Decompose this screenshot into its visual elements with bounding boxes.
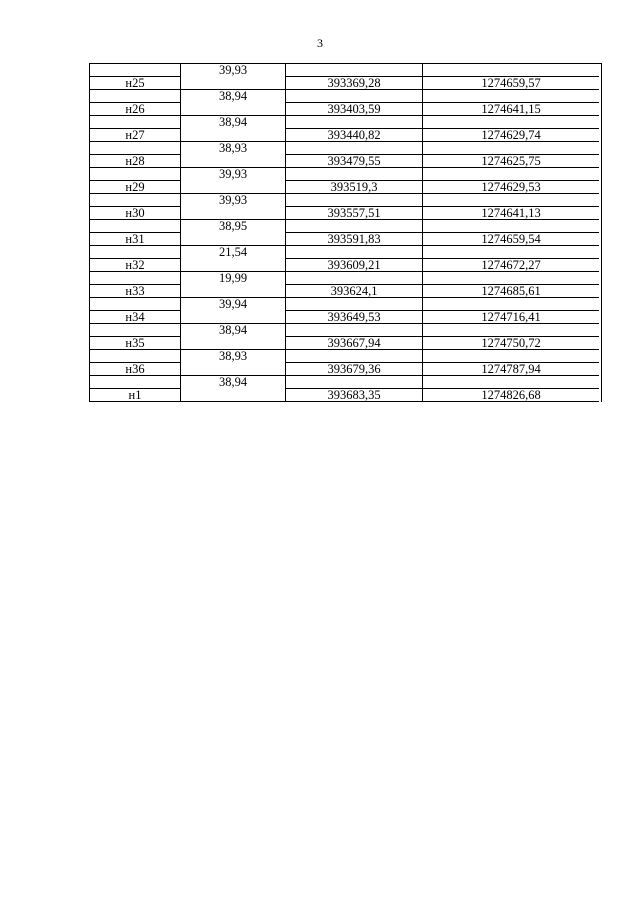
y-cell-empty — [423, 64, 599, 77]
y-cell-empty — [423, 116, 599, 129]
y-cell-empty — [423, 90, 599, 103]
x-coordinate: 393557,51 — [286, 207, 423, 220]
segment-length-cell — [181, 246, 286, 259]
length-cell-empty — [181, 337, 286, 350]
table-row-segment — [90, 194, 601, 207]
y-coordinate: 1274787,94 — [423, 363, 599, 376]
segment-length: 38,94 — [181, 116, 285, 129]
point-name: н33 — [90, 285, 181, 298]
y-coordinate: 1274685,61 — [423, 285, 599, 298]
length-cell-empty — [181, 233, 286, 246]
length-cell-empty — [181, 389, 286, 402]
segment-length-cell — [181, 272, 286, 285]
page-number: 3 — [317, 36, 323, 50]
table-row-segment — [90, 168, 601, 181]
x-cell-empty — [286, 246, 423, 259]
point-cell-empty — [90, 272, 181, 285]
table-row-segment — [90, 116, 601, 129]
segment-length-cell — [181, 298, 286, 311]
table-row-point — [90, 129, 601, 142]
length-cell-empty — [181, 259, 286, 272]
segment-length-cell — [181, 220, 286, 233]
y-cell-empty — [423, 220, 599, 233]
segment-length: 38,94 — [181, 376, 285, 389]
segment-length: 39,94 — [181, 298, 285, 311]
point-name: н35 — [90, 337, 181, 350]
table-row-point — [90, 233, 601, 246]
x-coordinate: 393403,59 — [286, 103, 423, 116]
table-row-point — [90, 77, 601, 90]
table-row-segment — [90, 376, 601, 389]
table-row-point — [90, 285, 601, 298]
table-row-point — [90, 259, 601, 272]
point-name: н32 — [90, 259, 181, 272]
y-cell-empty — [423, 168, 599, 181]
point-cell-empty — [90, 142, 181, 155]
point-cell-empty — [90, 350, 181, 363]
length-cell-empty — [181, 103, 286, 116]
x-cell-empty — [286, 168, 423, 181]
table-row-point — [90, 181, 601, 194]
x-cell-empty — [286, 376, 423, 389]
y-cell-empty — [423, 194, 599, 207]
y-coordinate: 1274750,72 — [423, 337, 599, 350]
length-cell-empty — [181, 181, 286, 194]
x-coordinate: 393624,1 — [286, 285, 423, 298]
x-coordinate: 393591,83 — [286, 233, 423, 246]
segment-length: 21,54 — [181, 246, 285, 259]
table-row-point — [90, 363, 601, 376]
table-row-segment — [90, 142, 601, 155]
y-cell-empty — [423, 272, 599, 285]
table-row-segment — [90, 90, 601, 103]
x-cell-empty — [286, 64, 423, 77]
point-name: н25 — [90, 77, 181, 90]
x-cell-empty — [286, 324, 423, 337]
table-row-point — [90, 103, 601, 116]
x-coordinate: 393609,21 — [286, 259, 423, 272]
segment-length-cell — [181, 142, 286, 155]
point-cell-empty — [90, 116, 181, 129]
x-coordinate: 393519,3 — [286, 181, 423, 194]
y-coordinate: 1274826,68 — [423, 389, 599, 402]
segment-length-cell — [181, 194, 286, 207]
segment-length: 39,93 — [181, 168, 285, 181]
segment-length: 38,93 — [181, 142, 285, 155]
x-coordinate: 393683,35 — [286, 389, 423, 402]
y-coordinate: 1274659,57 — [423, 77, 599, 90]
segment-length: 38,94 — [181, 90, 285, 103]
y-coordinate: 1274629,53 — [423, 181, 599, 194]
y-coordinate: 1274629,74 — [423, 129, 599, 142]
table-row-point — [90, 337, 601, 350]
segment-length-cell — [181, 90, 286, 103]
table-row-segment — [90, 246, 601, 259]
point-name: н31 — [90, 233, 181, 246]
y-cell-empty — [423, 142, 599, 155]
segment-length: 38,95 — [181, 220, 285, 233]
x-cell-empty — [286, 142, 423, 155]
table-row-segment — [90, 324, 601, 337]
segment-length: 19,99 — [181, 272, 285, 285]
segment-length: 38,94 — [181, 324, 285, 337]
x-cell-empty — [286, 272, 423, 285]
x-coordinate: 393667,94 — [286, 337, 423, 350]
length-cell-empty — [181, 285, 286, 298]
point-cell-empty — [90, 194, 181, 207]
segment-length: 39,93 — [181, 194, 285, 207]
x-cell-empty — [286, 350, 423, 363]
point-cell-empty — [90, 90, 181, 103]
point-cell-empty — [90, 376, 181, 389]
x-cell-empty — [286, 194, 423, 207]
x-cell-empty — [286, 90, 423, 103]
point-name: н1 — [90, 389, 181, 402]
length-cell-empty — [181, 311, 286, 324]
point-name: н29 — [90, 181, 181, 194]
segment-length: 38,93 — [181, 350, 285, 363]
segment-length: 39,93 — [181, 64, 285, 77]
y-coordinate: 1274641,15 — [423, 103, 599, 116]
segment-length-cell — [181, 350, 286, 363]
point-name: н28 — [90, 155, 181, 168]
y-coordinate: 1274672,27 — [423, 259, 599, 272]
point-cell-empty — [90, 220, 181, 233]
x-coordinate: 393679,36 — [286, 363, 423, 376]
point-cell-empty — [90, 324, 181, 337]
y-coordinate: 1274716,41 — [423, 311, 599, 324]
y-cell-empty — [423, 246, 599, 259]
segment-length-cell — [181, 376, 286, 389]
y-coordinate: 1274641,13 — [423, 207, 599, 220]
y-coordinate: 1274659,54 — [423, 233, 599, 246]
x-coordinate: 393479,55 — [286, 155, 423, 168]
length-cell-empty — [181, 207, 286, 220]
point-cell-empty — [90, 64, 181, 77]
point-name: н27 — [90, 129, 181, 142]
point-name: н36 — [90, 363, 181, 376]
length-cell-empty — [181, 155, 286, 168]
y-cell-empty — [423, 324, 599, 337]
x-cell-empty — [286, 220, 423, 233]
x-coordinate: 393649,53 — [286, 311, 423, 324]
table-row-point — [90, 311, 601, 324]
table-row-segment — [90, 64, 601, 77]
table-row-point — [90, 207, 601, 220]
x-cell-empty — [286, 116, 423, 129]
y-cell-empty — [423, 376, 599, 389]
table-row-segment — [90, 220, 601, 233]
length-cell-empty — [181, 77, 286, 90]
x-coordinate: 393369,28 — [286, 77, 423, 90]
point-name: н26 — [90, 103, 181, 116]
length-cell-empty — [181, 129, 286, 142]
y-cell-empty — [423, 298, 599, 311]
y-cell-empty — [423, 350, 599, 363]
segment-length-cell — [181, 64, 286, 77]
point-cell-empty — [90, 246, 181, 259]
point-name: н30 — [90, 207, 181, 220]
point-cell-empty — [90, 298, 181, 311]
segment-length-cell — [181, 168, 286, 181]
point-name: н34 — [90, 311, 181, 324]
table-row-segment — [90, 272, 601, 285]
table-row-segment — [90, 350, 601, 363]
length-cell-empty — [181, 363, 286, 376]
coordinates-table — [89, 63, 602, 402]
table-row-point — [90, 155, 601, 168]
y-coordinate: 1274625,75 — [423, 155, 599, 168]
x-cell-empty — [286, 298, 423, 311]
table-row-point — [90, 389, 601, 402]
point-cell-empty — [90, 168, 181, 181]
table-row-segment — [90, 298, 601, 311]
segment-length-cell — [181, 116, 286, 129]
x-coordinate: 393440,82 — [286, 129, 423, 142]
segment-length-cell — [181, 324, 286, 337]
